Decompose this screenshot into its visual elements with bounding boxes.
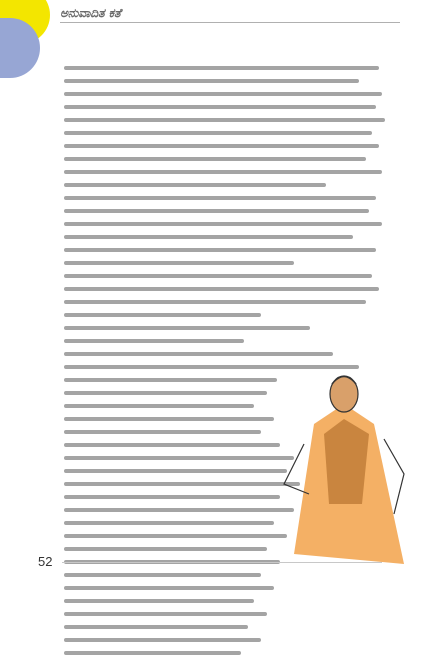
text-line	[64, 196, 376, 200]
footer-divider	[62, 562, 382, 563]
page-number: 52	[38, 554, 53, 569]
text-line	[64, 482, 300, 486]
text-line	[64, 586, 274, 590]
text-line	[64, 222, 382, 226]
text-line	[64, 131, 372, 135]
text-line	[64, 625, 248, 629]
text-line	[64, 573, 261, 577]
text-line	[64, 391, 267, 395]
text-line	[64, 105, 376, 109]
text-line	[64, 261, 294, 265]
text-line	[64, 248, 376, 252]
text-line	[64, 651, 241, 655]
text-line	[64, 183, 326, 187]
text-line	[64, 209, 369, 213]
text-line	[64, 521, 274, 525]
text-line	[64, 534, 287, 538]
text-line	[64, 443, 280, 447]
text-line	[64, 638, 261, 642]
text-line	[64, 118, 385, 122]
section-header-title: ಅನುವಾದಿತ ಕತೆ	[60, 6, 121, 20]
text-line	[64, 170, 382, 174]
figure-illustration	[274, 364, 414, 574]
text-line	[64, 157, 366, 161]
text-line	[64, 144, 379, 148]
text-line	[64, 430, 261, 434]
text-line	[64, 378, 277, 382]
text-line	[64, 313, 261, 317]
body-shape	[324, 419, 369, 504]
text-line	[64, 417, 274, 421]
text-line	[64, 339, 244, 343]
text-line	[64, 326, 310, 330]
text-line	[64, 66, 379, 70]
text-line	[64, 235, 353, 239]
text-line	[64, 508, 294, 512]
text-line	[64, 287, 379, 291]
text-line	[64, 79, 359, 83]
text-line	[64, 456, 294, 460]
text-line	[64, 547, 267, 551]
header-divider	[60, 22, 400, 23]
text-line	[64, 612, 267, 616]
text-line	[64, 352, 333, 356]
text-line	[64, 92, 382, 96]
text-line	[64, 469, 287, 473]
text-line	[64, 404, 254, 408]
text-line	[64, 495, 280, 499]
text-line	[64, 274, 372, 278]
text-line	[64, 300, 366, 304]
